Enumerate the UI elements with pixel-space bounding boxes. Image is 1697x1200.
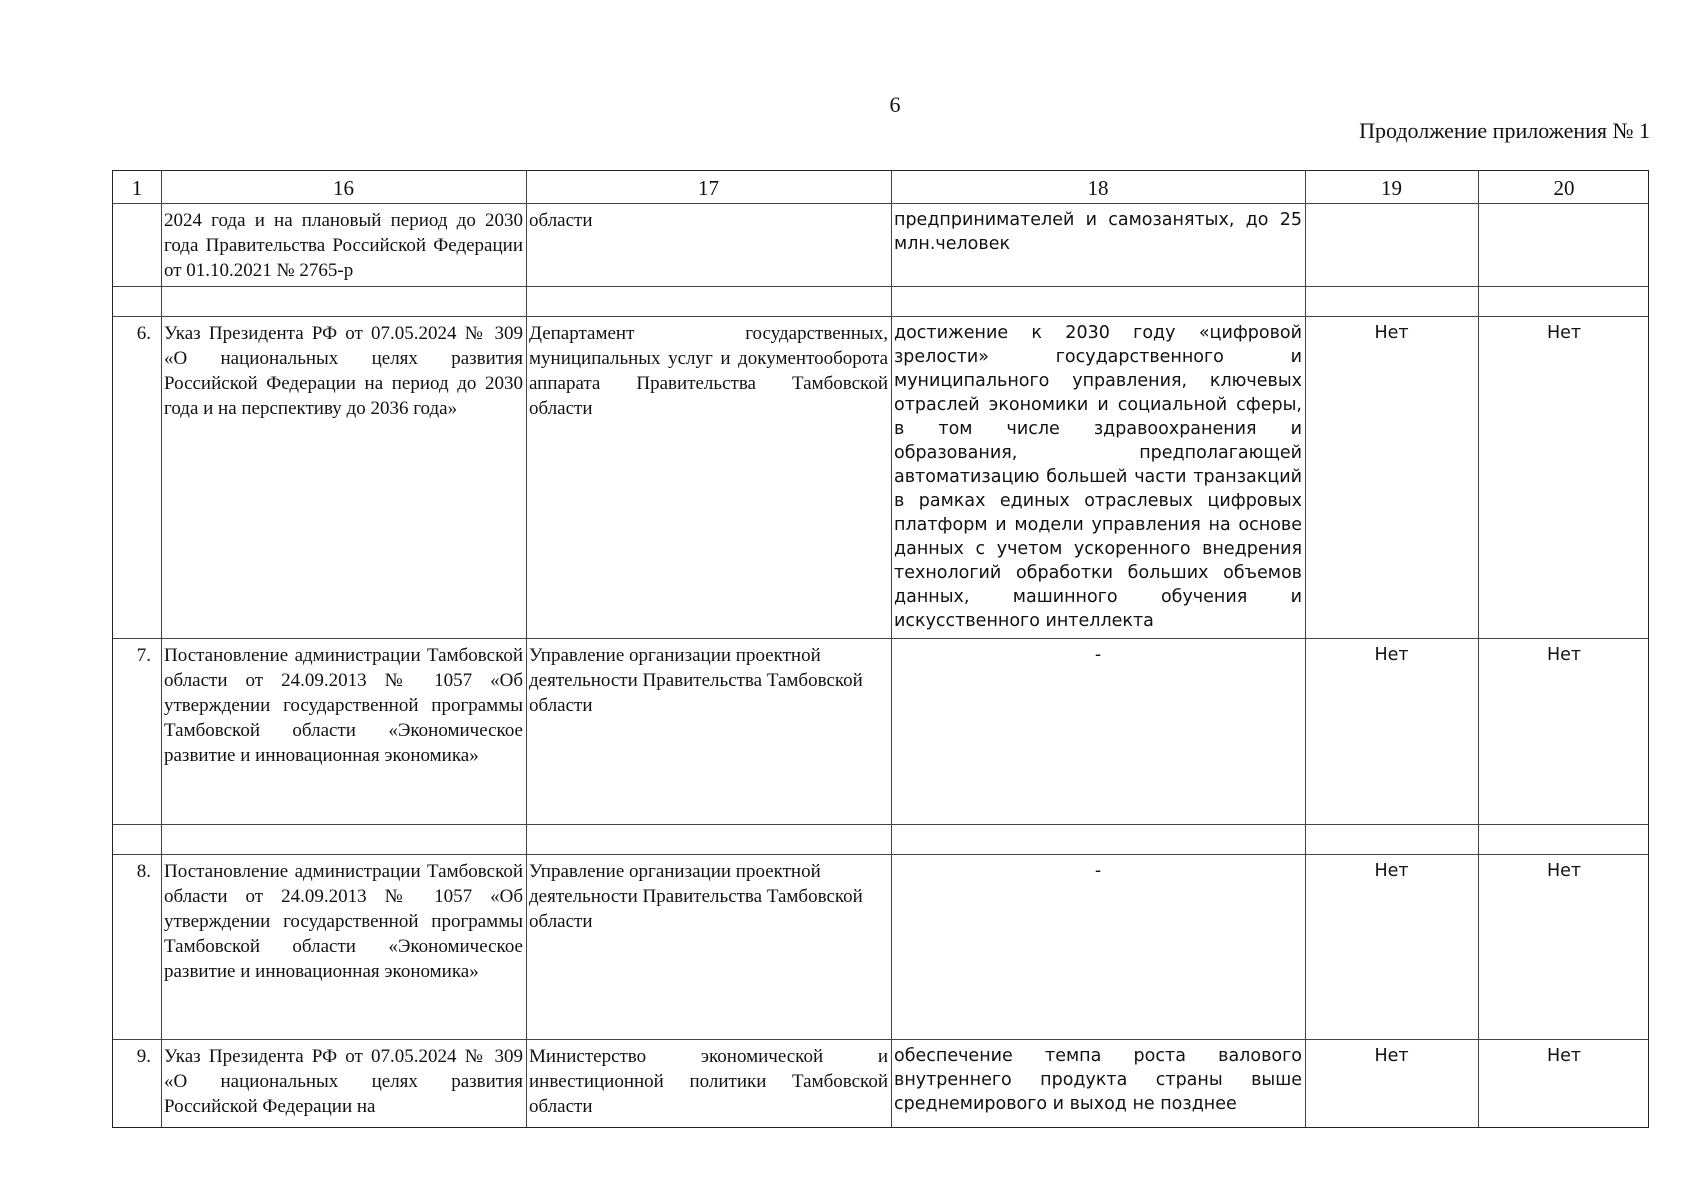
table-row-8 <box>113 854 1648 1040</box>
table-spacer-row <box>113 286 1648 317</box>
header-cell-18: 18 <box>1087 176 1109 200</box>
row-9-col18: обеспечение темпа роста валового внутреннего продукта страны выше среднемирового и выход не позднее <box>894 1046 1302 1114</box>
row-9-col17: Министерство экономической и инвестиционной политики Тамбовской области <box>529 1046 888 1117</box>
header-cell-20: 20 <box>1553 176 1575 200</box>
row-6-col19: Нет <box>1374 323 1409 343</box>
row-8-col17: Управление организации проектной деятельности Правительства Тамбовской области <box>529 861 863 932</box>
header-cell-1: 1 <box>131 176 143 200</box>
column-divider <box>1478 171 1479 1127</box>
row-7-col19: Нет <box>1374 645 1409 665</box>
row-8-col16: Постановление администрации Тамбовской области от 24.09.2013 № 1057 «Об утверждении государственной программы Тамбовской области «Экономическое развитие и инновационная экономика» <box>164 861 523 982</box>
row-9-col16: Указ Президента РФ от 07.05.2024 № 309 «О национальных целях развития Российской Федерации на <box>164 1046 523 1117</box>
row-7-col20: Нет <box>1546 645 1582 665</box>
row-7-col17: Управление организации проектной деятельности Правительства Тамбовской области <box>529 645 863 716</box>
row-continuation-col16: 2024 года и на плановый период до 2030 года Правительства Российской Федерации от 01.10.2021 № 2765-р <box>164 210 523 281</box>
row-6-col17: Департамент государственных, муниципальных услуг и документооборота аппарата Правительства Тамбовской области <box>529 323 888 419</box>
header-cell-19: 19 <box>1381 176 1402 200</box>
row-8-number: 8. <box>136 861 151 882</box>
row-7-col18: - <box>1094 645 1102 665</box>
row-6-col16: Указ Президента РФ от 07.05.2024 № 309 «О национальных целях развития Российской Федерации на период до 2030 года и на перспективу до 2036 года» <box>164 323 523 419</box>
row-6-col18: достижение к 2030 году «цифровой зрелости» государственного и муниципального управления, ключевых отраслей экономики и социальной сферы, в том числе здравоохранения и образования, предполагающей автоматизацию большей части транзакций в рамках единых отраслевых цифровых платформ и модели управления на основе данных с учетом ускоренного внедрения технологий обработки больших объемов данных, машинного обучения и искусственного интеллекта <box>894 323 1302 631</box>
row-7-number: 7. <box>136 645 151 666</box>
row-7-col16: Постановление администрации Тамбовской области от 24.09.2013 № 1057 «Об утверждении государственной программы Тамбовской области «Экономическое развитие и инновационная экономика» <box>164 645 523 766</box>
row-continuation-col18: предпринимателей и самозанятых, до 25 млн.человек <box>894 210 1302 254</box>
row-8-col20: Нет <box>1546 861 1582 881</box>
row-6-number: 6. <box>136 323 151 344</box>
table-spacer-row-2 <box>113 824 1648 855</box>
table-header-row <box>113 171 1648 203</box>
row-9-number: 9. <box>136 1046 151 1067</box>
row-8-col19: Нет <box>1374 861 1409 881</box>
column-divider <box>161 171 162 1127</box>
row-8-col18: - <box>1094 861 1102 881</box>
row-continuation-col17: области <box>529 210 593 231</box>
row-9-col20: Нет <box>1546 1046 1582 1066</box>
header-cell-17: 17 <box>698 176 719 200</box>
row-9-col19: Нет <box>1374 1046 1409 1066</box>
appendix-table <box>112 170 1649 1128</box>
table-row-6 <box>113 316 1648 639</box>
header-cell-16: 16 <box>333 176 354 200</box>
column-divider <box>891 171 892 1127</box>
row-6-col20: Нет <box>1546 323 1582 343</box>
appendix-continuation-note: Продолжение приложения № 1 <box>1359 118 1650 143</box>
page-number: 6 <box>889 92 901 117</box>
column-divider <box>526 171 527 1127</box>
table-row-7 <box>113 638 1648 825</box>
column-divider <box>1305 171 1306 1127</box>
table-row-9 <box>113 1039 1648 1127</box>
table-row-continuation <box>113 203 1648 287</box>
